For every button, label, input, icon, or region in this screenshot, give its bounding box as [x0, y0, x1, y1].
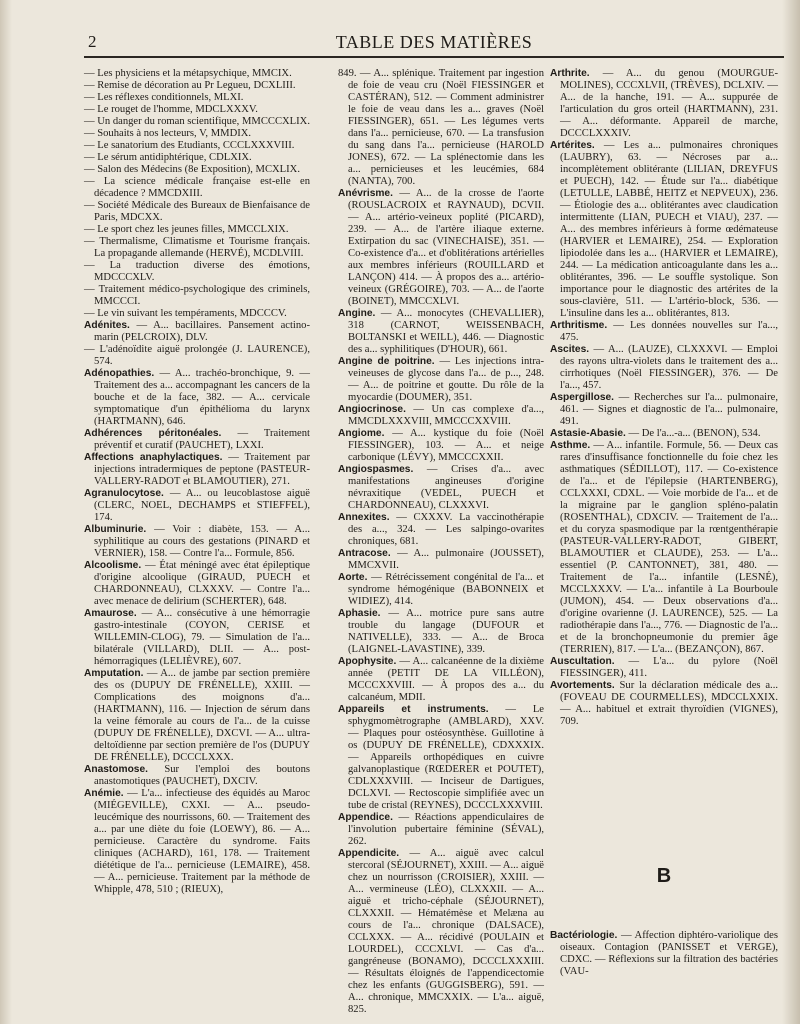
index-entry: Aorte. — Rétrécissement congénital de l'a... et syndrome hémogénique (BABONNEIX et WIDIEZ), 414.: [338, 572, 544, 607]
index-column-1: [84, 68, 310, 1008]
index-entry: — Le rouget de l'homme, MDCLXXXV.: [84, 104, 258, 115]
index-entry: — La science médicale française est-elle en décadence ? MMCDXIII.: [84, 176, 310, 199]
running-title: TABLE DES MATIÈRES: [335, 32, 533, 52]
index-entry: — Société Médicale des Bureaux de Bienfaisance de Paris, MDCXX.: [84, 200, 310, 223]
index-entry: Angine. — A... monocytes (CHEVALLIER), 318 (CARNOT, WEISSENBACH, BOLTANSKI et WEILL), 446. — Diagnostic des a... syphilitiques (D'HOUR), 661.: [338, 308, 544, 355]
index-entry: Appendice. — Réactions appendiculaires de l'involution pubertaire féminine (SÉVAL), 262.: [338, 812, 544, 847]
index-entry: Aphasie. — A... motrice pure sans autre trouble du langage (DUFOUR et NATIVELLE), 333. — A... de Broca (LAIGNEL-LAVASTINE), 339.: [338, 608, 544, 655]
index-entry: Artérites. — Les a... pulmonaires chroniques (LAUBRY), 63. — Nécroses par a... incomplètement oblitérante (LILIAN, DREYFUS et PUECH), 142. — Étude sur l'a... diabétique (LETULLE, LABBÉ, HEITZ et NEPVEUX), 236. — Étiologie des a... oblitérantes avec claudication intermittente (LIAN, PUECH et VIAU), 237. — A... des membres inférieurs à forme œdémateuse (HARVIER et LEMAIRE), 254. — Exploration lipiodolée dans les a... (HARVIER et LEMAIRE), 244. — La médication anticoagulante dans les a... oblitérantes, 396. — Le souffle systolique. Son importance pour le diagnostic des artérites de la sous-clavière, 511. — L'artério-block, 536. — L'insuline dans les a... oblitérantes, 813.: [550, 140, 778, 319]
index-entry: Angiocrinose. — Un cas complexe d'a..., MMCDLXXXVIII, MMCCCXXVIII.: [338, 404, 544, 427]
index-entry: — Salon des Médecins (8e Exposition), MCXLIX.: [84, 164, 300, 175]
index-entry: Avortements. Sur la déclaration médicale des a... (FOVEAU DE COURMELLES), MDCCLXXIX. — A... habituel et extrait thyroïdien (VIGNES), 709.: [550, 680, 778, 727]
index-entry: — La traduction diverse des émotions, MDCCCXLV.: [84, 260, 310, 283]
index-entry: — Un danger du roman scientifique, MMCCCXLIX.: [84, 116, 310, 127]
index-entry: 849. — A... splénique. Traitement par ingestion de foie de veau cru (Noël FIESSINGER et CASTÉRAN), 512. — Comment administrer le foie de veau dans les a... graves (Noël FIESSINGER), 651. — Les légumes verts dans l'a... pernicieuse, 670. — La transfusion du sang dans l'a... pernicieuse (HAROLD JONES), 672. — La splénectomie dans les a... pernicieuses et les leucémies, 684 (NANTA), 700.: [338, 68, 544, 187]
index-entry: Anémie. — L'a... infectieuse des équidés au Maroc (MIÉGEVILLE), CXXI. — A... pseudo-leucémique des nourrissons, 60. — Traitement des a... par une diète du foie (LOEWY), 86. — A... pernicieuse. Caractère du syndrome. Faits cliniques (ACHARD), 161, 178. — Traitement diététique de l'a... pernicieuse (LEMAIRE), 458. — A... pernicieuse. Traitement par la méthode de Whipple, 478, 510 ; (RIEUX),: [84, 788, 310, 895]
index-column-3: [550, 68, 778, 1008]
index-entry: Albuminurie. — Voir : diabète, 153. — A... syphilitique au cours des gestations (PINARD et VERNIER), 158. — Contre l'a... Formule, 856.: [84, 524, 310, 559]
index-entry: Auscultation. — L'a... du pylore (Noël FIESSINGER), 411.: [550, 656, 778, 679]
index-entry: Amaurose. — A... consécutive à une hémorragie gastro-intestinale (COYON, CERISE et WILLEMIN-CLOG), 79. — Simulation de l'a... bilatérale (VILLARD), DLII. — A... post-hémorragiques (LELIÈVRE), 607.: [84, 608, 310, 667]
index-entry: Appendicite. — A... aiguë avec calcul stercoral (SÉJOURNET), XXIII. — A... aiguë chez un nourrisson (CROISIER), XXIII. — A... vermineuse (LÉO), CLXXXII. — A... aiguë et tricho-céphale (SÉJOURNET), CLXXXII. — Hématémèse et Melæna au cours de l'a... chronique (DALSACE), CCLXXX. — A... récidivé (POULAIN et LOURDEL), CCCXLVI. — Cas d'a... gangréneuse (BONAMO), DCCCLXXXIII. — Résultats éloignés de l'appendicectomie chez les enfants (GUGGISBERG), 591. — A... chronique, MMCXXIX. — L'a... aiguë, 825.: [338, 848, 544, 1015]
index-entry: Aspergillose. — Recherches sur l'a... pulmonaire, 461. — Signes et diagnostic de l'a... pulmonaire, 491.: [550, 392, 778, 427]
page-number: 2: [88, 32, 97, 51]
index-entry: Astasie-Abasie. — De l'a...-a... (BENON), 534.: [550, 428, 761, 439]
index-entry: Ascites. — A... (LAUZE), CLXXXVI. — Emploi des rayons ultra-violets dans le traitement des a... cirrhotiques (Noël FIESSINGER), 376. — De l'a..., 457.: [550, 344, 778, 391]
index-entry: — Le sérum antidiphtérique, CDLXIX.: [84, 152, 252, 163]
index-entry: — Le sanatorium des Etudiants, CCCLXXXVIII.: [84, 140, 295, 151]
index-entry: Asthme. — A... infantile. Formule, 56. — Deux cas rares d'insuffisance fonctionnelle du foie chez les asthmatiques (SÉDILLOT), 117. — Co-existence de l'a... et de l'épilepsie (HARTENBERG), CCLXXXI, CDXL. — Voie morbide de l'a... et de la migraine par le ganglion spléno-palatin (ROSENTHAL), CDXCIV. — Traitement de l'a... et du coryza spasmodique par la rœntgenthérapie (PASTEUR-VALLERY-RADOT, GIBERT, BLAMOUTIER et CLAUDE), 253. — L'a... essentiel (P. CANTONNET), 381, 480. — Traitement de l'a... infantile (LESNÉ), MCCLXXXV. — L'a... infantile à La Bourboule (JUMON), 454. — Deux observations d'a... d'origine ovarienne (J. LAURENCE), 525. — La radiothérapie dans l'a..., 776. — Diagnostic de l'a... et de la bronchopneumonie du premier âge (TERRIEN), 817. — L'a... (BEZANÇON), 867.: [550, 440, 778, 655]
index-entry: Amputation. — A... de jambe par section première des os (DUPUY DE FRÉNELLE), XXIII. — Complications des moignons d'a... (HARTMANN), 116. — Injection de sérum dans la veine fémorale au cours de l'a... de la cuisse (DUPUY DE FRÉNELLE), DXCVI. — A... ultra-deltoïdienne par section première de l'os (DUPUY DE FRÉNELLE), DCCCLXXX.: [84, 668, 310, 763]
index-entry: — Remise de décoration au Pr Legueu, DCXLIII.: [84, 80, 296, 91]
index-entry: Arthrite. — A... du genou (MOURGUE-MOLINES), CCCXLVII, (TRÈVES), DCLXIV. — A... de la hanche, 191. — A... suppurée de l'articulation du gros orteil (HARTMANN), 231. — A... déformante. Appareil de marche, DCCCLXXXIV.: [550, 68, 778, 139]
page-edge-shadow-left: [0, 0, 12, 1024]
index-entry: Antracose. — A... pulmonaire (JOUSSET), MMCXVII.: [338, 548, 544, 571]
section-letter: B: [656, 865, 672, 887]
index-entry: — Le vin suivant les tempéraments, MDCCCV.: [84, 308, 287, 319]
index-entry: Affections anaphylactiques. — Traitement par injections intradermiques de peptone (PASTEUR-VALLERY-RADOT et BLAMOUTIER), 271.: [84, 452, 310, 487]
index-entry: Agranulocytose. — A... ou leucoblastose aiguë (CLERC, NOEL, DECHAMPS et STIEFFEL), 174.: [84, 488, 310, 523]
index-entry: — Les réflexes conditionnels, MLXI.: [84, 92, 244, 103]
index-entry: Anévrisme. — A... de la crosse de l'aorte (ROUSLACROIX et RAYNAUD), DCVII. — A... artério-veineux poplité (PICARD), 239. — A... de l'artère iliaque externe. Extirpation du sac (VINECHAISE), 351. — Co-existence d'a... et d'oblitérations artérielles aux membres inférieurs (ROUILLARD et LANÇON) 414. — À propos des a... artério-veineux (GRÉGOIRE), 703. — A... de l'aorte (BOINET), MMCCXLVI.: [338, 188, 544, 307]
header-rule: [84, 56, 784, 58]
index-entry: Bactériologie. — Affection diphtéro-variolique des oiseaux. Contagion (PANISSET et VERGE), CDXC. — Réflexions sur la filtration des bactéries (VAU-: [550, 930, 778, 977]
index-entry: Angine de poitrine. — Les injections intra-veineuses de glycose dans l'a... de p..., 248. — A... de poitrine et goutte. Du rôle de la myocardie (DOUMER), 351.: [338, 356, 544, 403]
index-entry: Annexites. — CXXXV. La vaccinothérapie des a..., 324. — Les salpingo-ovarites chroniques, 681.: [338, 512, 544, 547]
index-entry: Adénites. — A... bacillaires. Pansement actino-marin (PELCROIX), DLV.: [84, 320, 310, 343]
index-entry: Arthritisme. — Les données nouvelles sur l'a..., 475.: [550, 320, 778, 343]
index-entry: Adénopathies. — A... trachéo-bronchique, 9. — Traitement des a... accompagnant les cancers de la bouche et de la face, 382. — A... cervicale symptomatique d'un épithélioma du larynx (HARTMANN), 646.: [84, 368, 310, 427]
index-entry: — Le sport chez les jeunes filles, MMCCLXIX.: [84, 224, 289, 235]
index-entry: Angiospasmes. — Crises d'a... avec manifestations angineuses d'origine névraxitique (VEDEL, PUECH et CHARDONNEAU), CLXXXVI.: [338, 464, 544, 511]
index-entry: Alcoolisme. — État méningé avec état épileptique d'origine alcoolique (GIRAUD, PUECH et CHARDONNEAU), CLXXXV. — Contre l'a... avec menace de delirium (SCHERTER), 648.: [84, 560, 310, 607]
index-entry: — Traitement médico-psychologique des criminels, MMCCCI.: [84, 284, 310, 307]
index-entry: — Les physiciens et la métapsychique, MMCIX.: [84, 68, 292, 79]
index-entry: Adhérences péritonéales. — Traitement préventif et curatif (PAUCHET), LXXI.: [84, 428, 310, 451]
index-entry: Angiome. — A... kystique du foie (Noël FIESSINGER), 103. — A... et neige carbonique (LÉVY), MMCCCXXII.: [338, 428, 544, 463]
index-entry: Appareils et instruments. — Le sphygmomètrographe (AMBLARD), XXV. — Plaques pour ostéosynthèse. Guillotine à os (DUPUY DE FRÉNELLE), CDXXXIX. — Appareils orthopédiques en cuivre galvanoplastique (RŒDERER et POUTET), CDLXXXVIII. — Inciseur de Dartigues, DCLXVI. — Rectoscopie simplifiée avec un tube de cristal (REYNES), DCCCLXXXVIII.: [338, 704, 544, 811]
index-column-2: [338, 68, 544, 1015]
index-entry: — Thermalisme, Climatisme et Tourisme français. La propagande allemande (HERVÉ), MCDLVIII.: [84, 236, 310, 259]
index-entry: — Souhaits à nos lecteurs, V, MMDIX.: [84, 128, 252, 139]
page-header: [84, 32, 784, 56]
index-entry: — L'adénoïdite aiguë prolongée (J. LAURENCE), 574.: [84, 344, 310, 367]
index-entry: Apophysite. — A... calcanéenne de la dixième année (PETIT DE LA VILLÉON), MCCCXXVIII. — À propos des a... du calcanéum, MDII.: [338, 656, 544, 703]
page-edge-shadow-right: [782, 0, 800, 1024]
index-entry: Anastomose. Sur l'emploi des boutons anastomotiques (PAUCHET), DXCIV.: [84, 764, 310, 787]
